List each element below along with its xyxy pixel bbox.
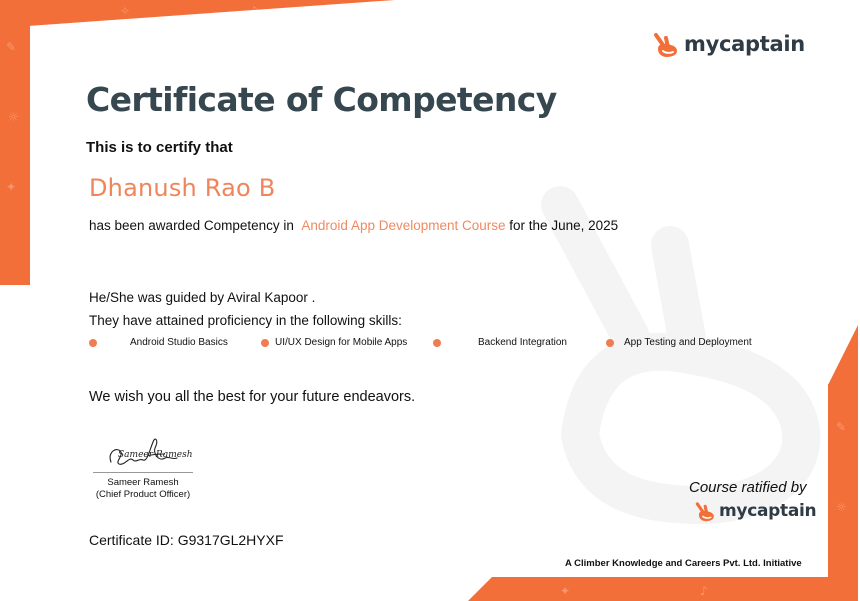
doodle-icon: ♪ [250, 4, 258, 18]
course-name: Android App Development Course [301, 218, 506, 233]
doodle-icon: ♪ [700, 584, 708, 598]
svg-text:Sameer Ramesh: Sameer Ramesh [118, 450, 193, 460]
proficiency-text: They have attained proficiency in the following skills: [89, 313, 402, 328]
bullet-icon [606, 339, 614, 347]
bullet-icon [261, 339, 269, 347]
logo-wordmark: mycaptain [719, 501, 817, 521]
signatory-name: Sameer Ramesh [107, 477, 179, 488]
ratified-text: Course ratified by [689, 479, 807, 496]
left-orange-band-cut [0, 240, 30, 285]
bottom-orange-band-cut [468, 577, 492, 601]
skill-item: App Testing and Deployment [606, 337, 752, 348]
recipient-name: Dhanush Rao B [89, 174, 276, 202]
certify-text: This is to certify that [86, 139, 233, 156]
logo-hand-icon [653, 30, 681, 58]
brand-logo [653, 30, 805, 58]
skill-item: Android Studio Basics [89, 337, 228, 348]
doodle-icon: ✧ [120, 4, 131, 18]
skills-list [89, 337, 789, 353]
top-left-orange-band [0, 0, 395, 28]
signature-block [88, 432, 198, 501]
doodle-icon: ☼ [8, 110, 19, 124]
skill-item: UI/UX Design for Mobile Apps [261, 337, 407, 348]
brand-logo-small [695, 500, 816, 522]
logo-hand-icon [695, 500, 717, 522]
doodle-icon: ✎ [6, 40, 17, 54]
skill-item: Backend Integration [433, 337, 567, 348]
signatory-role: (Chief Product Officer) [95, 489, 191, 500]
certificate-title: Certificate of Competency [86, 80, 557, 119]
bottom-orange-band [492, 577, 858, 601]
awarded-suffix: for the June, 2025 [509, 218, 619, 233]
initiative-text: A Climber Knowledge and Careers Pvt. Ltd. Initiative [565, 558, 802, 569]
logo-wordmark: mycaptain [684, 32, 805, 56]
bullet-icon [89, 339, 97, 347]
awarded-prefix: has been awarded Competency in [89, 218, 294, 233]
wish-text: We wish you all the best for your future endeavors. [89, 389, 416, 405]
certificate-id: Certificate ID: G9317GL2HYXF [89, 532, 284, 548]
doodle-icon: ☼ [836, 500, 847, 514]
signature-line [93, 472, 193, 473]
doodle-icon: ✎ [836, 420, 847, 434]
doodle-icon: ✦ [560, 584, 571, 598]
guided-by-text: He/She was guided by Aviral Kapoor . [89, 290, 316, 305]
bullet-icon [433, 339, 441, 347]
signature [103, 432, 193, 470]
doodle-icon: ✦ [6, 180, 17, 194]
watermark-hand-icon [520, 185, 860, 525]
awarded-line [89, 218, 618, 233]
